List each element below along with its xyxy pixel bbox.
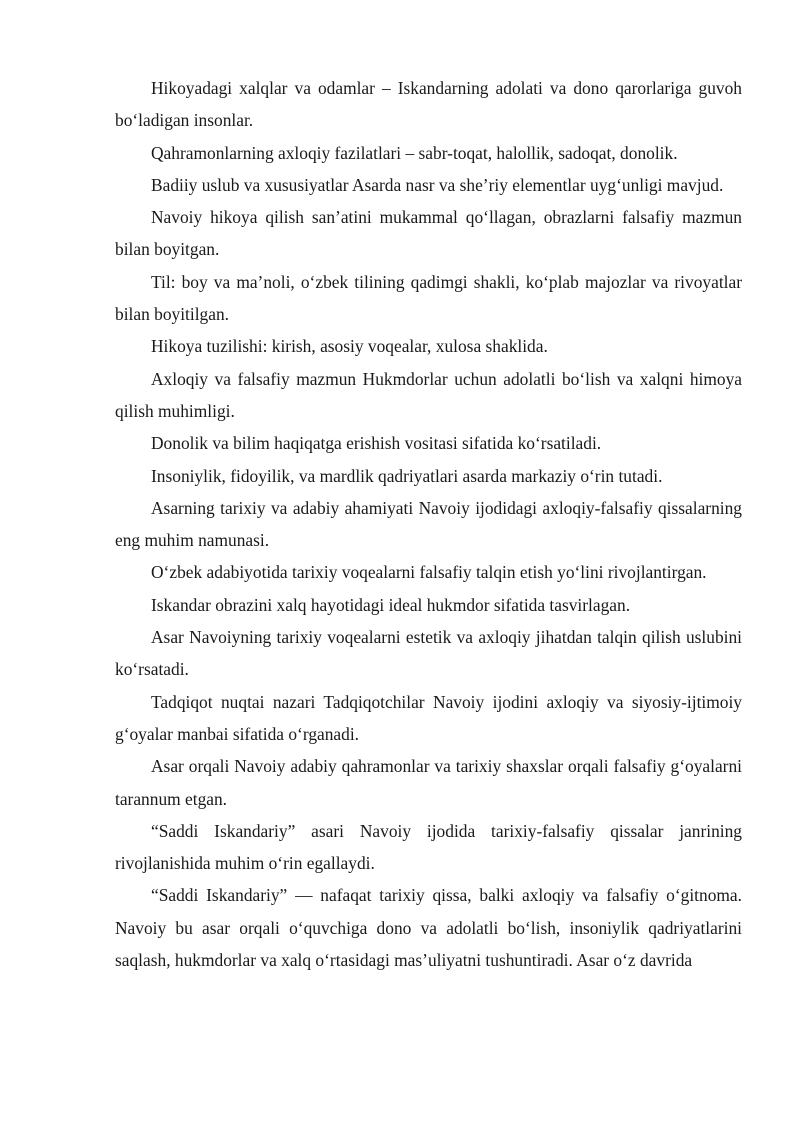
- paragraph-uzbek-literature: Oʻzbek adabiyotida tarixiy voqealarni falsafiy talqin etish yoʻlini rivojlantirgan.: [151, 562, 707, 583]
- paragraph-iskandar-image: Iskandar obrazini xalq hayotidagi ideal hukmdor sifatida tasvirlagan.: [151, 594, 631, 615]
- paragraph-genre-development: “Saddi Iskandariy” asari Navoiy ijodida tarixiy-falsafiy qissalar janrining rivojlanishida muhim oʻrin egallaydi.: [115, 820, 742, 874]
- paragraph-nations-and-people: Hikoyadagi xalqlar va odamlar – Iskandarning adolati va dono qarorlariga guvoh boʻladigan insonlar.: [115, 78, 742, 131]
- document-page: [115, 72, 742, 976]
- paragraph-humanity-values: Insoniylik, fidoyilik, va mardlik qadriyatlari asarda markaziy oʻrin tutadi.: [151, 465, 663, 486]
- paragraph-historical-significance: Asarning tarixiy va adabiy ahamiyati Navoiy ijodidagi axloqiy-falsafiy qissalarning eng muhim namunasi.: [115, 497, 742, 551]
- paragraph-language: Til: boy va ma’noli, oʻzbek tilining qadimgi shakli, koʻplab majozlar va rivoyatlar bilan boyitilgan.: [115, 271, 742, 325]
- paragraph-aesthetic-interpretation: Asar Navoiyning tarixiy voqealarni estetik va axloqiy jihatdan talqin qilish uslubini koʻrsatadi.: [115, 627, 742, 680]
- paragraph-conclusion: “Saddi Iskandariy” — nafaqat tarixiy qissa, balki axloqiy va falsafiy oʻgitnoma. Navoiy bu asar orqali oʻquvchiga dono va adolatli boʻlish, insoniylik qadriyatlarini saqlash, hukmdorlar va xalq oʻrtasidagi mas’uliyatni tushuntiradi. Asar oʻz davrida: [115, 885, 742, 971]
- paragraph-literary-heroes: Asar orqali Navoiy adabiy qahramonlar va tarixiy shaxslar orqali falsafiy gʻoyalarni tarannum etgan.: [115, 756, 742, 809]
- paragraph-wisdom-knowledge: Donolik va bilim haqiqatga erishish vositasi sifatida koʻrsatiladi.: [151, 433, 602, 454]
- paragraph-research-perspective: Tadqiqot nuqtai nazari Tadqiqotchilar Navoiy ijodini axloqiy va siyosiy-ijtimoiy gʻoyalar manbai sifatida oʻrganadi.: [115, 691, 742, 744]
- paragraph-storytelling-art: Navoiy hikoya qilish san’atini mukammal qoʻllagan, obrazlarni falsafiy mazmun bilan boyitgan.: [115, 207, 742, 260]
- paragraph-artistic-style: Badiiy uslub va xususiyatlar Asarda nasr va she’riy elementlar uygʻunligi mavjud.: [151, 174, 724, 195]
- paragraph-moral-philosophical-content: Axloqiy va falsafiy mazmun Hukmdorlar uchun adolatli boʻlish va xalqni himoya qilish muhimligi.: [115, 368, 742, 421]
- paragraph-moral-virtues: Qahramonlarning axloqiy fazilatlari – sabr-toqat, halollik, sadoqat, donolik.: [151, 142, 678, 163]
- paragraph-story-structure: Hikoya tuzilishi: kirish, asosiy voqealar, xulosa shaklida.: [151, 336, 548, 357]
